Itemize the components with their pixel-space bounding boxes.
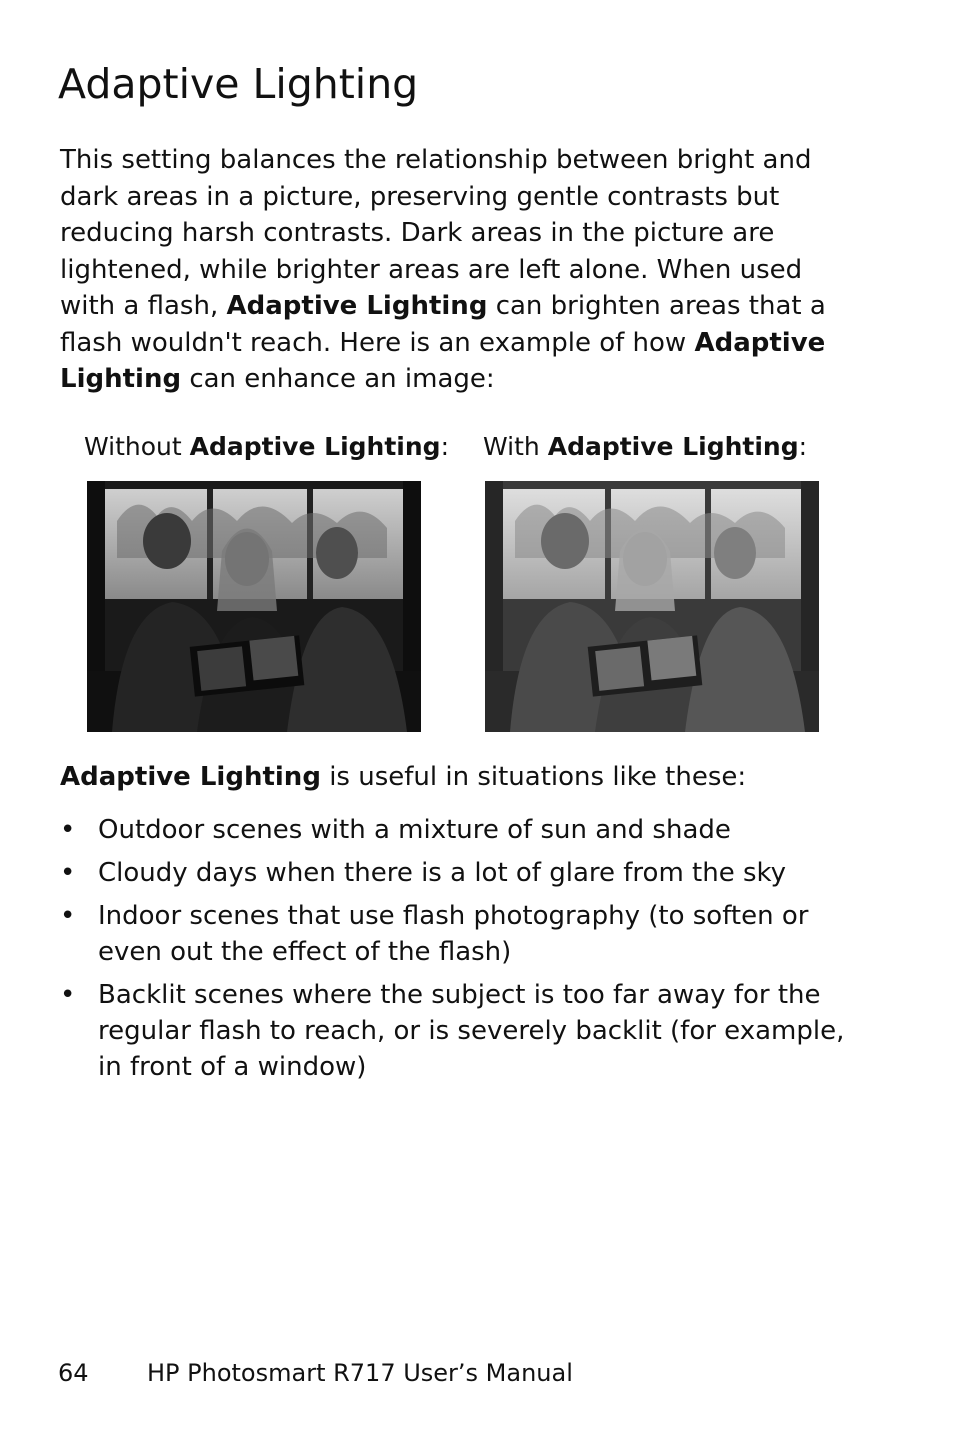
list-item-text: Backlit scenes where the subject is too far away for the regular flash to reach, or is severely backlit (for example, in front of a window) bbox=[98, 980, 845, 1082]
photo-without-adaptive-lighting bbox=[87, 481, 421, 732]
page-number: 64 bbox=[58, 1359, 89, 1387]
list-item-text: Indoor scenes that use flash photography (to soften or even out the effect of the flash) bbox=[98, 901, 809, 967]
caption-with-bold: Adaptive Lighting bbox=[547, 432, 799, 461]
caption-without-bold: Adaptive Lighting bbox=[189, 432, 441, 461]
list-item bbox=[60, 898, 850, 970]
caption-with-prefix: With bbox=[483, 432, 548, 461]
caption-with-suffix: : bbox=[798, 432, 808, 461]
page-title: Adaptive Lighting bbox=[58, 60, 419, 108]
bullet-icon: • bbox=[60, 858, 76, 888]
intro-text-3: can enhance an image: bbox=[181, 364, 495, 394]
list-item-text: Outdoor scenes with a mixture of sun and shade bbox=[98, 815, 731, 845]
situations-lead-bold: Adaptive Lighting bbox=[60, 762, 321, 792]
manual-title: HP Photosmart R717 User’s Manual bbox=[147, 1359, 573, 1387]
caption-without bbox=[84, 430, 449, 464]
intro-text-1: This setting balances the relationship between bright and dark areas in a picture, preserving gentle contrasts but reducing harsh contrasts. Dark areas in the picture are lightened, while brighter areas are left alone. When used with a flash, bbox=[60, 145, 812, 321]
photo-without-graphic bbox=[87, 481, 421, 732]
bullet-icon: • bbox=[60, 815, 76, 845]
bullet-icon: • bbox=[60, 980, 76, 1010]
caption-without-prefix: Without bbox=[84, 432, 190, 461]
situations-list bbox=[60, 812, 850, 1092]
photo-with-graphic bbox=[485, 481, 819, 732]
intro-bold-1: Adaptive Lighting bbox=[226, 291, 488, 321]
photo-with-adaptive-lighting bbox=[485, 481, 819, 732]
intro-paragraph bbox=[60, 142, 840, 398]
caption-with bbox=[483, 430, 807, 464]
list-item bbox=[60, 977, 850, 1085]
situations-lead-text: is useful in situations like these: bbox=[320, 762, 747, 792]
list-item bbox=[60, 812, 850, 848]
list-item bbox=[60, 855, 850, 891]
bullet-icon: • bbox=[60, 901, 76, 931]
list-item-text: Cloudy days when there is a lot of glare from the sky bbox=[98, 858, 787, 888]
intro-text-2: can brighten areas that a flash wouldn't reach. Here is an example of how bbox=[60, 291, 826, 358]
situations-lead bbox=[60, 759, 746, 795]
caption-without-suffix: : bbox=[440, 432, 449, 461]
intro-bold-2: Adaptive Lighting bbox=[60, 327, 826, 394]
